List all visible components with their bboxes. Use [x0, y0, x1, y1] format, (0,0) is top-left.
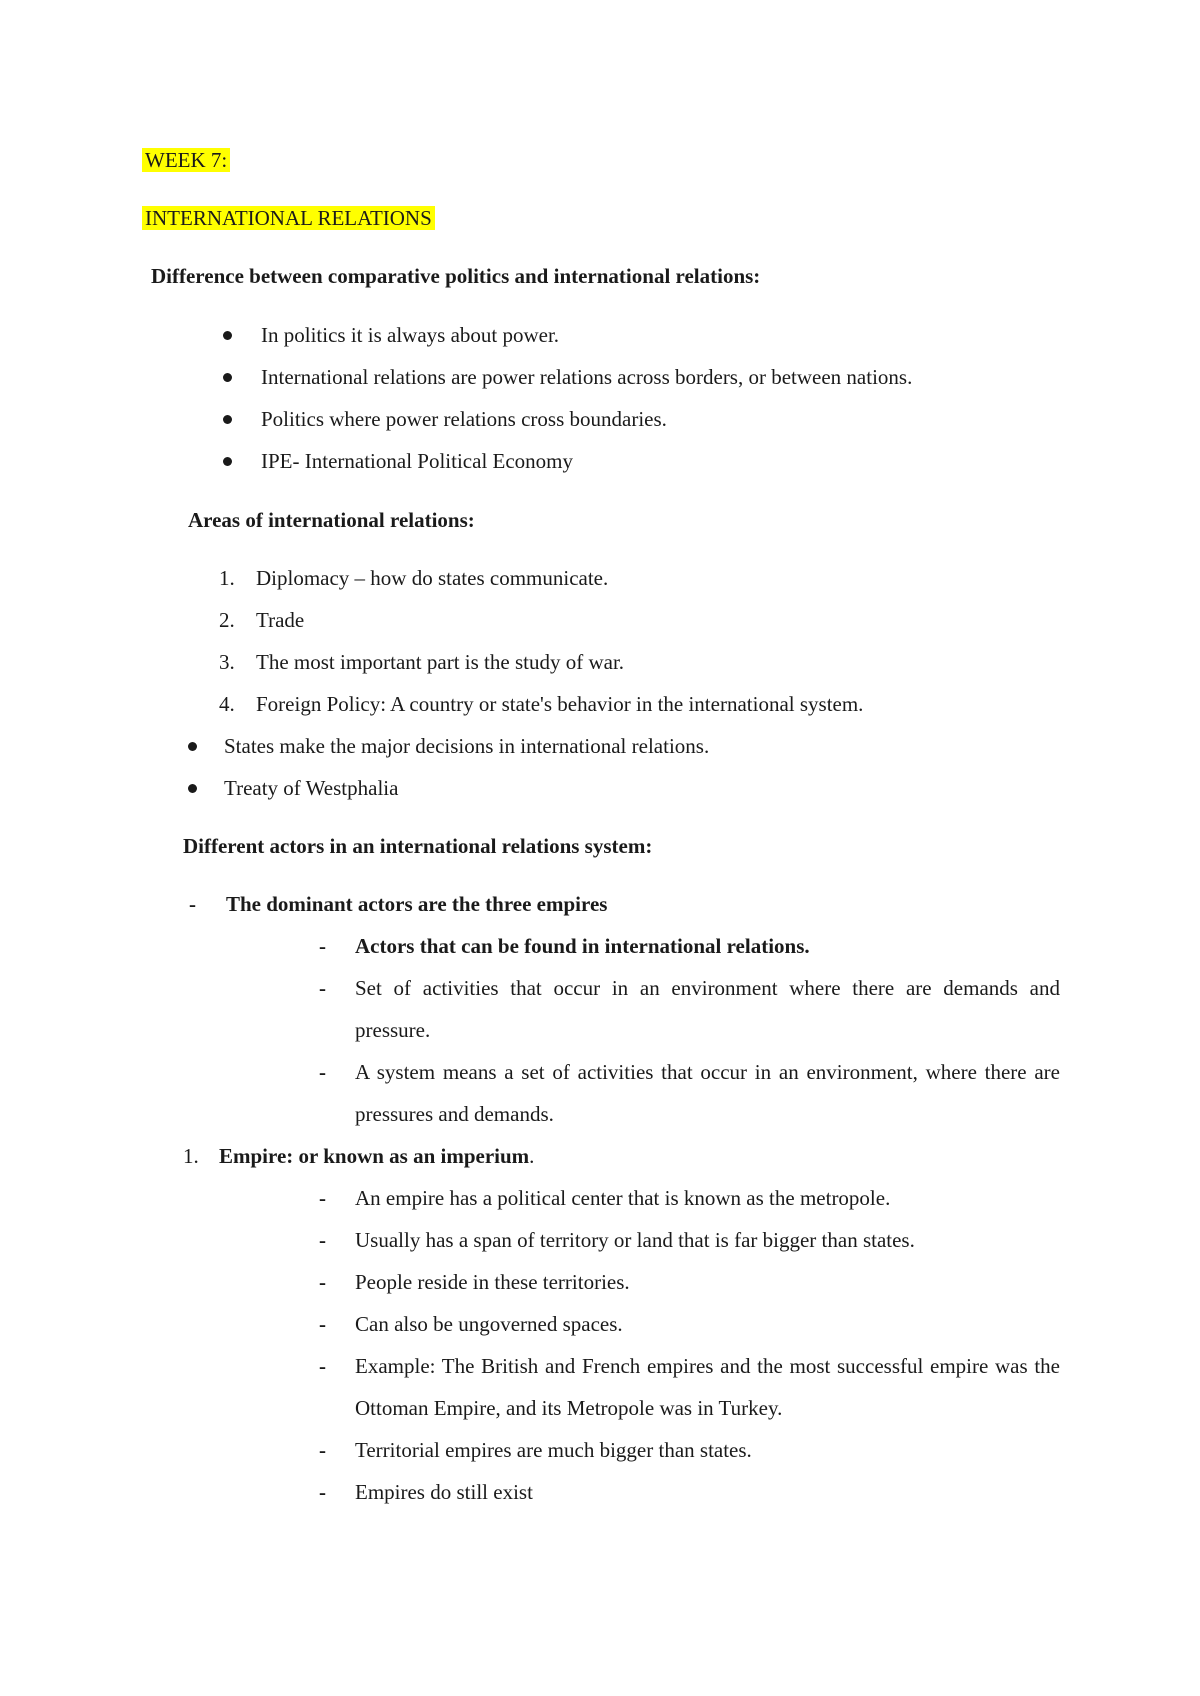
list-item: Can also be ungoverned spaces. [355, 1312, 623, 1336]
dash-marker: - [319, 976, 326, 1000]
dash-marker: - [319, 1186, 326, 1210]
dash-marker: - [319, 1060, 326, 1084]
week-heading: WEEK 7: [142, 146, 230, 174]
list-item: The most important part is the study of war. [256, 650, 625, 674]
list-number: 4. [219, 692, 235, 716]
list-item: An empire has a political center that is known as the metropole. [355, 1186, 891, 1210]
section-heading-actors: Different actors in an international relations system: [183, 834, 653, 858]
list-number: 1. [219, 566, 235, 590]
list-item: A system means a set of activities that occur in an environment, where there are pressures and demands. [355, 1060, 1060, 1126]
section-heading-difference: Difference between comparative politics and international relations: [151, 264, 761, 288]
section-heading-empire: Empire: or known as an imperium. [219, 1144, 535, 1168]
list-item: IPE- International Political Economy [261, 449, 574, 473]
dash-marker: - [319, 1438, 326, 1462]
list-item: Empires do still exist [355, 1480, 533, 1504]
bullet-icon [223, 331, 232, 340]
page-title: INTERNATIONAL RELATIONS [142, 204, 435, 232]
list-item: Treaty of Westphalia [224, 776, 399, 800]
dash-marker: - [319, 1270, 326, 1294]
bullet-icon [223, 457, 232, 466]
section-heading-areas: Areas of international relations: [188, 508, 475, 532]
bullet-icon [188, 742, 197, 751]
list-item: Actors that can be found in international relations. [355, 934, 810, 958]
list-item: The dominant actors are the three empires [226, 892, 608, 916]
list-item: International relations are power relations across borders, or between nations. [261, 365, 913, 389]
list-item: Politics where power relations cross boundaries. [261, 407, 667, 431]
list-item: In politics it is always about power. [261, 323, 560, 347]
list-item: Trade [256, 608, 305, 632]
list-number: 1. [183, 1144, 199, 1168]
bullet-icon [223, 415, 232, 424]
list-item: Diplomacy – how do states communicate. [256, 566, 609, 590]
dash-marker: - [319, 1354, 326, 1378]
bullet-icon [223, 373, 232, 382]
bullet-icon [188, 784, 197, 793]
dash-marker: - [319, 934, 326, 958]
dash-marker: - [189, 892, 196, 916]
list-item: Set of activities that occur in an environment where there are demands and pressure. [355, 976, 1060, 1042]
dash-marker: - [319, 1312, 326, 1336]
list-number: 3. [219, 650, 235, 674]
list-item: Usually has a span of territory or land that is far bigger than states. [355, 1228, 915, 1252]
list-item: Foreign Policy: A country or state's behavior in the international system. [256, 692, 864, 716]
list-number: 2. [219, 608, 235, 632]
dash-marker: - [319, 1228, 326, 1252]
list-item: People reside in these territories. [355, 1270, 630, 1294]
list-item: States make the major decisions in international relations. [224, 734, 710, 758]
list-item: Territorial empires are much bigger than states. [355, 1438, 752, 1462]
list-item: Example: The British and French empires and the most successful empire was the Ottoman Empire, and its Metropole was in Turkey. [355, 1354, 1060, 1420]
dash-marker: - [319, 1480, 326, 1504]
